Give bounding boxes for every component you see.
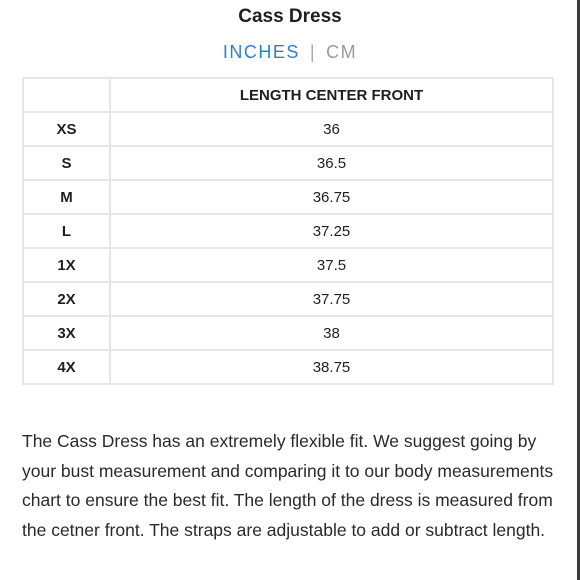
size-cell: L [23, 214, 110, 248]
unit-inches-button[interactable]: INCHES [222, 42, 300, 62]
table-header-length: LENGTH CENTER FRONT [110, 78, 553, 112]
length-cell: 37.75 [110, 282, 553, 316]
table-row [23, 214, 553, 248]
unit-separator: | [309, 42, 317, 62]
table-row [23, 112, 553, 146]
table-header-size [23, 78, 110, 112]
length-cell: 36 [110, 112, 553, 146]
table-row [23, 350, 553, 384]
size-cell: 2X [23, 282, 110, 316]
table-header-row [23, 78, 553, 112]
table-row [23, 316, 553, 350]
length-cell: 37.5 [110, 248, 553, 282]
size-cell: 1X [23, 248, 110, 282]
table-row [23, 146, 553, 180]
length-cell: 38 [110, 316, 553, 350]
size-cell: XS [23, 112, 110, 146]
size-cell: M [23, 180, 110, 214]
length-cell: 36.5 [110, 146, 553, 180]
product-title: Cass Dress [238, 6, 342, 27]
size-cell: 3X [23, 316, 110, 350]
length-cell: 36.75 [110, 180, 553, 214]
table-row [23, 248, 553, 282]
table-row [23, 282, 553, 316]
size-cell: S [23, 146, 110, 180]
size-chart-table [22, 77, 554, 385]
size-cell: 4X [23, 350, 110, 384]
length-cell: 37.25 [110, 214, 553, 248]
fit-description: The Cass Dress has an extremely flexible fit. We suggest going by your bust measurement and comparing it to our body measurements chart to ensure the best fit. The length of the dress is measured from the cetner front. The straps are adjustable to add or subtract length. [22, 431, 554, 540]
unit-toggle [0, 42, 580, 63]
table-row [23, 180, 553, 214]
unit-cm-button[interactable]: CM [326, 42, 358, 62]
length-cell: 38.75 [110, 350, 553, 384]
